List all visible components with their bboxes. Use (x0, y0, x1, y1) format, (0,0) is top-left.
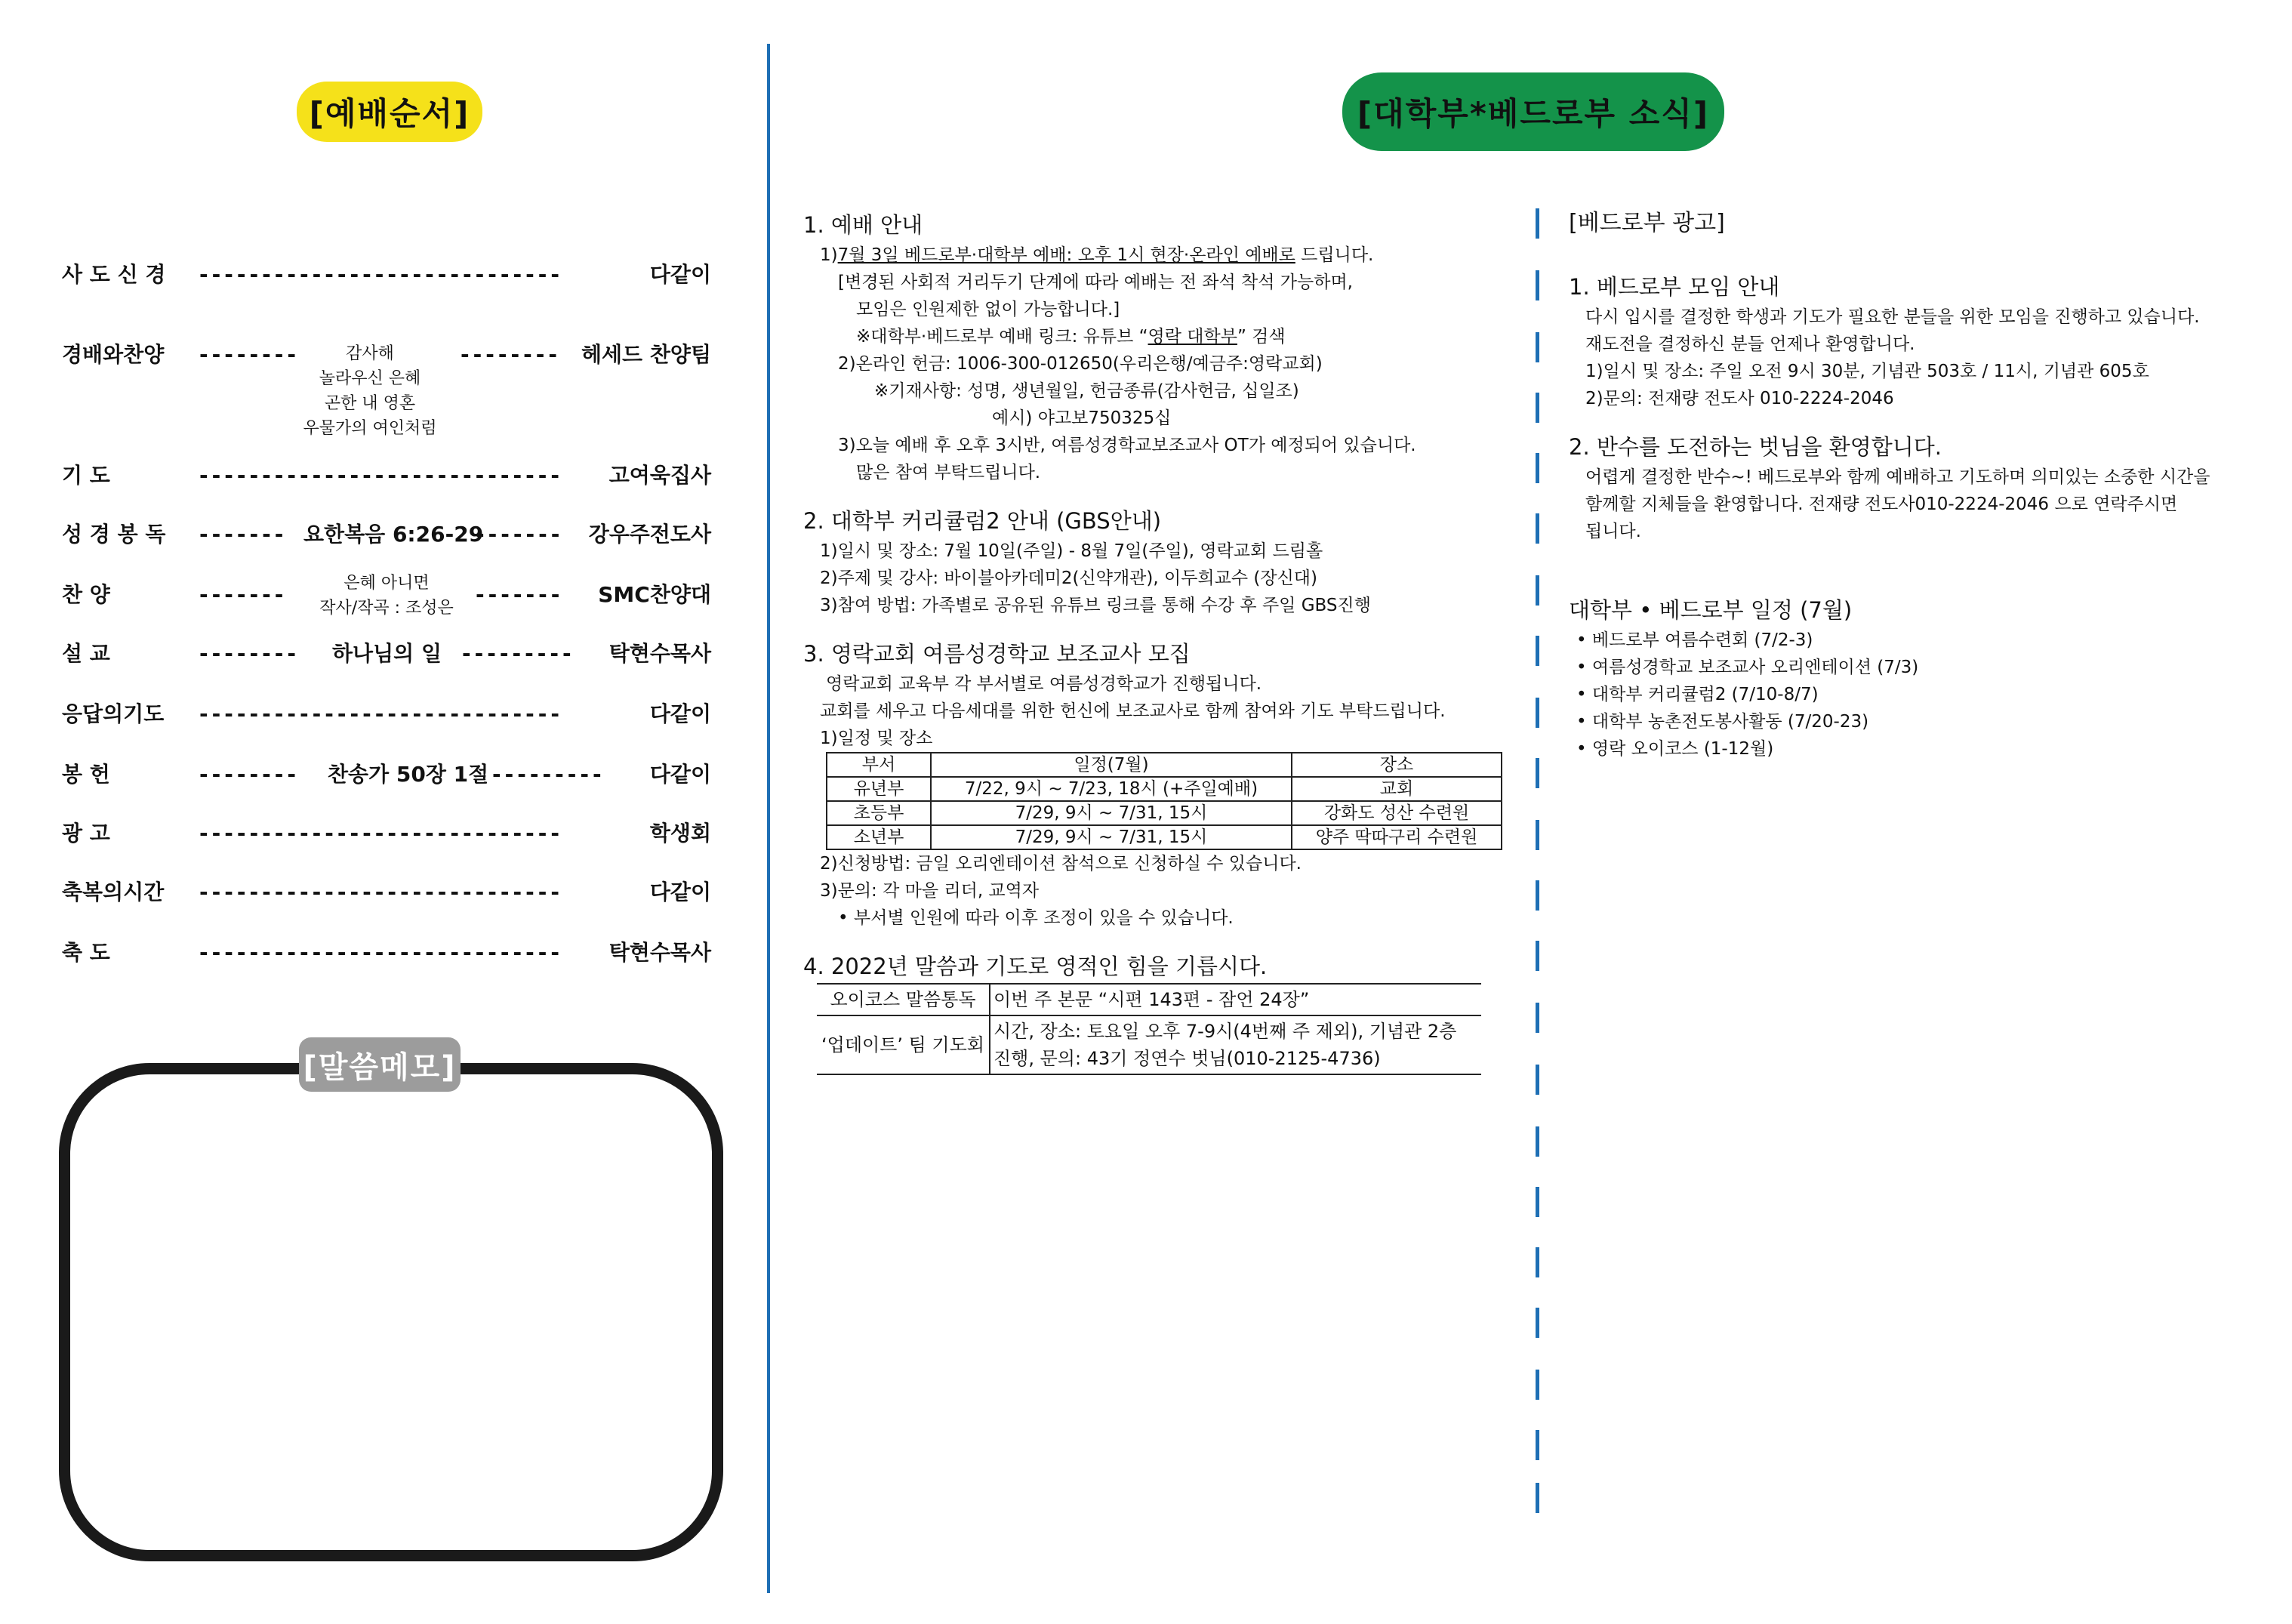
text-line: 1)일시 및 장소: 주일 오전 9시 30분, 기념관 503호 / 11시, 기념관 605호 (1585, 362, 2149, 381)
song-title: 놀라우신 은혜 (319, 369, 421, 388)
table-cell: 이번 주 본문 “시편 143편 - 잠언 24장” (994, 989, 1310, 1010)
order-label: 찬 양 (62, 582, 110, 607)
dashed-divider (1536, 820, 1539, 850)
text-line: 재도전을 결정하신 분들 언제나 환영합니다. (1585, 334, 1915, 354)
dashed-divider (1536, 1126, 1539, 1157)
text-line: 다시 입시를 결정한 학생과 기도가 필요한 분들을 위한 모임을 진행하고 있습니다. (1585, 307, 2200, 327)
dash-leader: ----------------------------- (199, 880, 564, 904)
column-heading: [베드로부 광고] (1569, 210, 1725, 236)
table-cell: 양주 딱따구리 수련원 (1292, 825, 1502, 849)
order-row-blessing-time (62, 879, 711, 924)
scripture-reference: 요한복음 6:26-29 (303, 522, 484, 547)
dash-leader: ----------------------------- (199, 821, 564, 846)
text-line: 3)오늘 예배 후 오후 3시반, 여름성경학교보조교사 OT가 예정되어 있습니다. (838, 436, 1416, 455)
table-cell: 강화도 성산 수련원 (1292, 801, 1502, 825)
text-line: ※대학부·베드로부 예배 링크: 유튜브 “영락 대학부” 검색 (856, 327, 1286, 347)
sermon-title: 하나님의 일 (332, 641, 442, 666)
text-line: • 부서별 인원에 따라 이후 조정이 있을 수 있습니다. (838, 908, 1234, 928)
section-july-schedule (1569, 593, 2271, 763)
order-label: 축 도 (62, 940, 110, 965)
list-item: • 영락 오이코스 (1-12월) (1590, 735, 2271, 763)
section-title: 3. 영락교회 여름성경학교 보조교사 모집 (803, 641, 1191, 667)
text-line: 진행, 문의: 43기 정연수 벗님(010-2125-4736) (994, 1048, 1381, 1069)
choir-song (311, 571, 462, 621)
order-leader-name: 강우주전도사 (588, 522, 711, 547)
table-cell: 7/29, 9시 ~ 7/31, 15시 (931, 825, 1292, 849)
order-row-praise (62, 341, 711, 447)
table-header: 일정(7월) (931, 753, 1292, 777)
dash-leader: ----------------------------- (199, 463, 564, 488)
sermon-memo-box[interactable] (59, 1063, 723, 1561)
dash-leader: ------- (476, 522, 564, 547)
song-title: 우물가의 여인처럼 (303, 419, 437, 438)
order-label: 광 고 (62, 821, 110, 846)
section-retake-welcome (1569, 430, 2271, 545)
order-leader-name: SMC찬양대 (598, 582, 711, 607)
dashed-divider (1536, 1003, 1539, 1033)
dash-leader: ----------------------------- (199, 701, 564, 726)
dashed-divider (1536, 941, 1539, 971)
section-title: 1. 베드로부 모임 안내 (1569, 274, 1780, 300)
order-leader-name: 다같이 (649, 701, 711, 726)
order-label: 응답의기도 (62, 701, 165, 726)
order-label: 경배와찬양 (62, 342, 165, 367)
order-label: 축복의시간 (62, 880, 165, 904)
text-line: 모임은 인원제한 없이 가능합니다.] (856, 300, 1120, 319)
dashed-divider (1536, 1308, 1539, 1338)
table-row (827, 825, 1502, 849)
dashed-divider (1536, 1065, 1539, 1095)
order-row-prayer (62, 462, 711, 507)
text-line: 교회를 세우고 다음세대를 위한 헌신에 보조교사로 함께 참여와 기도 부탁드립니다. (820, 701, 1446, 721)
song-title: 은혜 아니면 (343, 574, 430, 593)
dashed-divider (1536, 575, 1539, 606)
worship-order-badge: [예배순서] (297, 82, 482, 142)
praise-song-list (288, 341, 451, 441)
dash-leader: -------- (199, 342, 300, 367)
section-word-and-prayer (803, 950, 1513, 1075)
dash-leader: -------- (199, 641, 300, 666)
prayer-table (817, 983, 1481, 1075)
order-row-announcements (62, 820, 711, 865)
order-row-response-prayer (62, 701, 711, 746)
text-line: 많은 참여 부탁드립니다. (856, 463, 1041, 482)
text-line: [변경된 사회적 거리두기 단계에 따라 예배는 전 좌석 착석 가능하며, (838, 273, 1353, 292)
text-line: 2)신청방법: 금일 오리엔테이션 참석으로 신청하실 수 있습니다. (820, 854, 1302, 874)
text-line: 시간, 장소: 토요일 오후 7-9시(4번째 주 제외), 기념관 2층 (994, 1021, 1457, 1042)
list-item: • 대학부 커리큘럼2 (7/10-8/7) (1590, 681, 2271, 708)
section-title: 2. 반수를 도전하는 벗님을 환영합니다. (1569, 434, 1942, 460)
table-cell (990, 1015, 1481, 1074)
text-line: 1)7월 3일 베드로부·대학부 예배: 오후 1시 현장·온라인 예배로 드립니다. (820, 245, 1374, 265)
text-line: 영락교회 교육부 각 부서별로 여름성경학교가 진행됩니다. (826, 674, 1262, 694)
list-item: • 대학부 농촌전도봉사활동 (7/20-23) (1590, 708, 2271, 735)
dash-leader: --------- (462, 641, 575, 666)
text-line: ※기재사항: 성명, 생년월일, 헌금종류(감사헌금, 십일조) (874, 381, 1299, 401)
dashed-divider (1536, 270, 1539, 300)
dashed-divider (1536, 393, 1539, 423)
song-title: 감사해 (346, 344, 394, 363)
vbs-schedule-table (826, 752, 1502, 850)
table-cell: 소년부 (827, 825, 931, 849)
list-item: • 베드로부 여름수련회 (7/2-3) (1590, 627, 2271, 654)
table-row (827, 801, 1502, 825)
song-title: 곤한 내 영혼 (324, 394, 416, 413)
order-leader-name: 탁현수목사 (608, 641, 711, 666)
text-line: 됩니다. (1585, 522, 1641, 541)
text-line: 2)주제 및 강사: 바이블아카데미2(신약개관), 이두희교수 (장신대) (820, 569, 1317, 588)
dashed-divider (1536, 1247, 1539, 1277)
section-curriculum (803, 504, 1513, 619)
section-title: 2. 대학부 커리큘럼2 안내 (GBS안내) (803, 508, 1162, 534)
text-line: 2)문의: 전재량 전도사 010-2224-2046 (1585, 389, 1894, 408)
order-leader-name: 다같이 (649, 880, 711, 904)
dashed-divider (1536, 1483, 1539, 1513)
column-divider (767, 44, 770, 1593)
text-line: 3)문의: 각 마을 리더, 교역자 (820, 881, 1040, 901)
dashed-divider (1536, 332, 1539, 362)
text-line: 예시) 야고보750325십 (992, 408, 1172, 428)
section-title: 1. 예배 안내 (803, 212, 923, 238)
section-vbs-recruit (803, 637, 1513, 932)
dashed-divider (1536, 453, 1539, 483)
table-cell: 7/22, 9시 ~ 7/23, 18시 (+주일예배) (931, 777, 1292, 801)
dash-leader: --------- (492, 762, 605, 787)
order-leader-name: 학생회 (649, 821, 711, 846)
order-leader-name: 다같이 (649, 262, 711, 287)
order-leader-name: 고여욱집사 (608, 463, 711, 488)
table-row (817, 1015, 1481, 1074)
order-row-offering (62, 761, 711, 806)
dashed-divider (1536, 636, 1539, 666)
order-row-benediction (62, 939, 711, 985)
order-row-creed (62, 261, 711, 307)
section-peter-meeting (1569, 270, 2271, 412)
dashed-divider (1536, 698, 1539, 728)
table-header: 장소 (1292, 753, 1502, 777)
dashed-divider (1536, 513, 1539, 544)
dashed-divider (1536, 880, 1539, 911)
list-item: • 여름성경학교 보조교사 오리엔테이션 (7/3) (1590, 654, 2271, 681)
order-label: 설 교 (62, 641, 110, 666)
order-leader-name: 탁현수목사 (608, 940, 711, 965)
section-worship-info (803, 208, 1513, 486)
dash-leader: ------- (476, 582, 564, 607)
text-line: 1)일시 및 장소: 7월 10일(주일) - 8월 7일(주일), 영락교회 드림홀 (820, 541, 1323, 561)
table-cell: 7/29, 9시 ~ 7/31, 15시 (931, 801, 1292, 825)
news-column (803, 208, 1513, 1075)
schedule-list (1569, 627, 2271, 763)
dash-leader: ----------------------------- (199, 262, 564, 287)
table-header-row (827, 753, 1502, 777)
text-line: 2)온라인 헌금: 1006-300-012650(우리은행/예금주:영락교회) (838, 354, 1323, 374)
table-header: 부서 (827, 753, 931, 777)
order-row-sermon (62, 640, 711, 686)
sermon-memo-tag: [말씀메모] (299, 1037, 461, 1092)
hymn-number: 찬송가 50장 1절 (328, 762, 489, 787)
table-cell: 유년부 (827, 777, 931, 801)
song-credit: 작사/작곡 : 조성은 (319, 599, 454, 618)
peter-dept-column (1569, 207, 2271, 763)
section-title: 대학부 • 베드로부 일정 (7월) (1569, 597, 1853, 623)
order-label: 사 도 신 경 (62, 262, 166, 287)
text-line: 3)참여 방법: 가족별로 공유된 유튜브 링크를 통해 수강 후 주일 GBS진행 (820, 596, 1371, 615)
dashed-divider (1536, 1187, 1539, 1217)
dashed-divider (1536, 1430, 1539, 1460)
table-cell: 교회 (1292, 777, 1502, 801)
dashed-divider (1536, 208, 1539, 239)
dash-leader: ------- (199, 582, 288, 607)
table-row (817, 984, 1481, 1015)
order-leader-name: 다같이 (649, 762, 711, 787)
table-cell: 초등부 (827, 801, 931, 825)
text-line: 1)일정 및 장소 (820, 729, 933, 748)
table-row (827, 777, 1502, 801)
section-title: 4. 2022년 말씀과 기도로 영적인 힘을 기릅시다. (803, 954, 1268, 979)
dashed-divider (1536, 1370, 1539, 1400)
dash-leader: ------- (199, 522, 288, 547)
order-label: 봉 헌 (62, 762, 110, 787)
table-cell: ‘업데이트’ 팀 기도회 (817, 1015, 990, 1074)
text-line: 함께할 지체들을 환영합니다. 전재량 전도사010-2224-2046 으로 연락주시면 (1585, 495, 2178, 514)
order-row-choir (62, 571, 711, 631)
youtube-search-term: 영락 대학부 (1148, 327, 1237, 347)
news-badge: [대학부*베드로부 소식] (1342, 72, 1724, 151)
order-leader-name: 헤세드 찬양팀 (581, 342, 711, 367)
text-line: 어렵게 결정한 반수~! 베드로부와 함께 예배하고 기도하며 의미있는 소중한 시간을 (1585, 467, 2210, 487)
table-cell: 오이코스 말씀통독 (817, 984, 990, 1015)
order-label: 기 도 (62, 463, 110, 488)
dash-leader: ----------------------------- (199, 940, 564, 965)
order-row-scripture (62, 521, 711, 566)
order-label: 성 경 봉 독 (62, 522, 166, 547)
dash-leader: -------- (461, 342, 561, 367)
dash-leader: -------- (199, 762, 300, 787)
dashed-divider (1536, 758, 1539, 788)
